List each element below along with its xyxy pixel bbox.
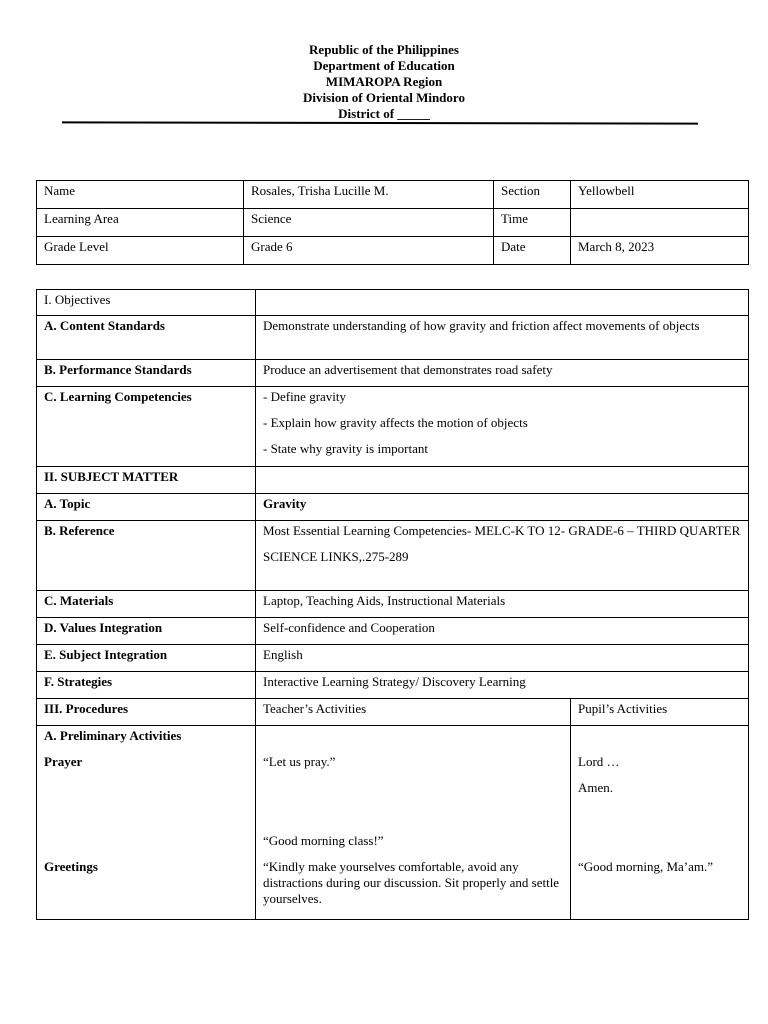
subject-matter-value: [256, 467, 749, 494]
materials-value: Laptop, Teaching Aids, Instructional Materials: [256, 591, 749, 618]
reference-melc: Most Essential Learning Competencies- MELC-K TO 12- GRADE-6 – THIRD QUARTER: [263, 523, 741, 538]
pupil-activities-cell: [571, 726, 749, 920]
spacer: [263, 728, 563, 744]
header-district: District of _____: [338, 106, 430, 121]
teacher-prayer: “Let us pray.”: [263, 754, 336, 769]
table-row: [37, 467, 749, 494]
reference-value: [256, 521, 749, 591]
strategies-label: F. Strategies: [37, 672, 256, 699]
performance-standards-label: B. Performance Standards: [37, 360, 256, 387]
learning-competencies-label: C. Learning Competencies: [37, 387, 256, 467]
date-value: March 8, 2023: [571, 237, 749, 265]
spacer: [578, 728, 741, 744]
table-row: [37, 237, 749, 265]
header-divider: [62, 121, 698, 124]
greetings-label: Greetings: [44, 859, 98, 874]
section-label: Section: [494, 181, 571, 209]
teacher-activities-cell: [256, 726, 571, 920]
topic-label: A. Topic: [37, 494, 256, 521]
learning-area-label: Learning Area: [37, 209, 244, 237]
document-header: [0, 42, 768, 122]
objectives-value: [256, 290, 749, 316]
pupil-prayer: Lord …: [578, 754, 620, 769]
preliminary-activities-label: A. Preliminary Activities: [44, 728, 182, 743]
pupil-activities-header: Pupil’s Activities: [571, 699, 749, 726]
name-value: Rosales, Trisha Lucille M.: [244, 181, 494, 209]
table-row: [37, 494, 749, 521]
table-row: [37, 181, 749, 209]
procedures-label: III. Procedures: [37, 699, 256, 726]
name-label: Name: [37, 181, 244, 209]
time-label: Time: [494, 209, 571, 237]
table-row: [37, 290, 749, 316]
materials-label: C. Materials: [37, 591, 256, 618]
strategies-value: Interactive Learning Strategy/ Discovery Learning: [256, 672, 749, 699]
teacher-activities-header: Teacher’s Activities: [256, 699, 571, 726]
subject-integration-label: E. Subject Integration: [37, 645, 256, 672]
learning-competencies-value: [256, 387, 749, 467]
table-row: [37, 699, 749, 726]
preliminary-activities-cell: [37, 726, 256, 920]
table-row: [37, 360, 749, 387]
table-row: [37, 645, 749, 672]
teacher-settle-instruction: “Kindly make yourselves comfortable, avoid any distractions during our discussion. Sit properly and settle yourselves.: [263, 859, 560, 906]
learning-area-value: Science: [244, 209, 494, 237]
header-region: MIMAROPA Region: [325, 74, 443, 89]
grade-level-label: Grade Level: [37, 237, 244, 265]
table-row: [37, 387, 749, 467]
topic-value: Gravity: [256, 494, 749, 521]
grade-level-value: Grade 6: [244, 237, 494, 265]
content-standards-label: A. Content Standards: [37, 316, 256, 360]
header-department: Department of Education: [313, 58, 455, 73]
subject-integration-value: English: [256, 645, 749, 672]
lesson-plan-table: [36, 289, 749, 920]
competency-item: - Define gravity: [263, 389, 347, 404]
pupil-amen: Amen.: [578, 780, 614, 795]
content-standards-value: Demonstrate understanding of how gravity and friction affect movements of objects: [256, 316, 749, 360]
table-row: [37, 316, 749, 360]
time-value: [571, 209, 749, 237]
table-row: [37, 672, 749, 699]
values-integration-label: D. Values Integration: [37, 618, 256, 645]
objectives-label: I. Objectives: [37, 290, 256, 316]
table-row: [37, 521, 749, 591]
header-republic: Republic of the Philippines: [309, 42, 459, 57]
table-row: [37, 618, 749, 645]
values-integration-value: Self-confidence and Cooperation: [256, 618, 749, 645]
pupil-greeting: “Good morning, Ma’am.”: [578, 859, 714, 874]
section-value: Yellowbell: [571, 181, 749, 209]
reference-label: B. Reference: [37, 521, 256, 591]
info-table: [36, 180, 749, 265]
teacher-greeting: “Good morning class!”: [263, 833, 384, 848]
table-row: [37, 726, 749, 920]
header-division: Division of Oriental Mindoro: [303, 90, 465, 105]
performance-standards-value: Produce an advertisement that demonstrates road safety: [256, 360, 749, 387]
reference-science-links: SCIENCE LINKS,.275-289: [263, 549, 409, 564]
subject-matter-label: II. SUBJECT MATTER: [37, 467, 256, 494]
table-row: [37, 591, 749, 618]
prayer-label: Prayer: [44, 754, 83, 769]
date-label: Date: [494, 237, 571, 265]
competency-item: - Explain how gravity affects the motion of objects: [263, 415, 528, 430]
competency-item: - State why gravity is important: [263, 441, 429, 456]
table-row: [37, 209, 749, 237]
